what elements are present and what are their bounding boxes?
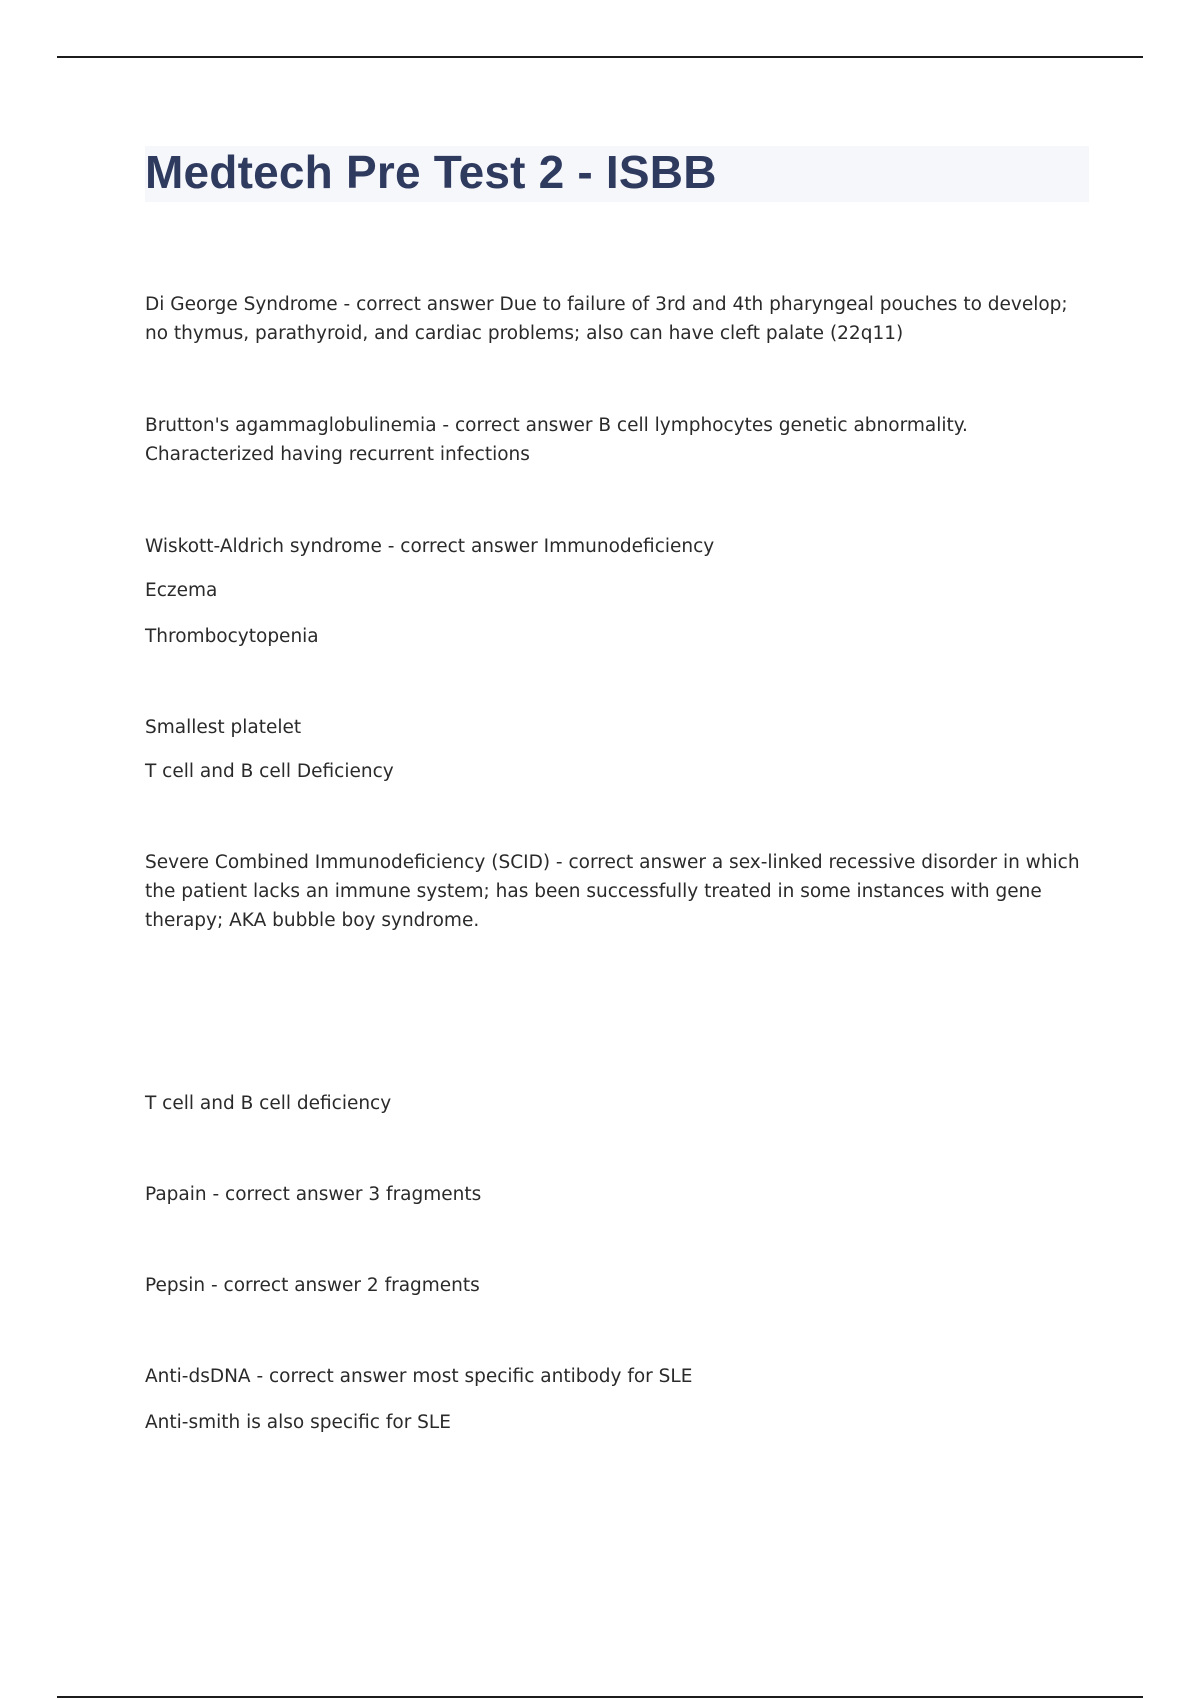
page-title: Medtech Pre Test 2 - ISBB (145, 146, 717, 198)
paragraph-anti-smith: Anti-smith is also specific for SLE (145, 1412, 451, 1433)
paragraph-t-b-deficiency: T cell and B cell Deficiency (145, 761, 394, 782)
paragraph-eczema: Eczema (145, 580, 218, 601)
paragraph-bruttons: Brutton's agammaglobulinemia - correct answer B cell lymphocytes genetic abnormality. Characterized having recurrent infections (145, 415, 968, 465)
paragraph-scid: Severe Combined Immunodeficiency (SCID) - correct answer a sex-linked recessive disorder in which the patient lacks an immune system; has been successfully treated in some instances with gene therapy; AKA bubble boy syndrome. (145, 852, 1080, 931)
bottom-divider (57, 1696, 1143, 1698)
paragraph-anti-dsdna: Anti-dsDNA - correct answer most specific antibody for SLE (145, 1366, 693, 1387)
paragraph-pepsin: Pepsin - correct answer 2 fragments (145, 1275, 480, 1296)
paragraph-smallest-platelet: Smallest platelet (145, 717, 302, 738)
paragraph-di-george: Di George Syndrome - correct answer Due to failure of 3rd and 4th pharyngeal pouches to develop; no thymus, parathyroid, and cardiac problems; also can have cleft palate (22q11) (145, 294, 1068, 344)
paragraph-t-b-deficiency-2: T cell and B cell deficiency (145, 1093, 392, 1114)
paragraph-thrombocytopenia: Thrombocytopenia (145, 626, 319, 647)
paragraph-wiskott-aldrich: Wiskott-Aldrich syndrome - correct answer Immunodeficiency (145, 536, 715, 557)
paragraph-papain: Papain - correct answer 3 fragments (145, 1184, 482, 1205)
top-divider (57, 56, 1143, 58)
